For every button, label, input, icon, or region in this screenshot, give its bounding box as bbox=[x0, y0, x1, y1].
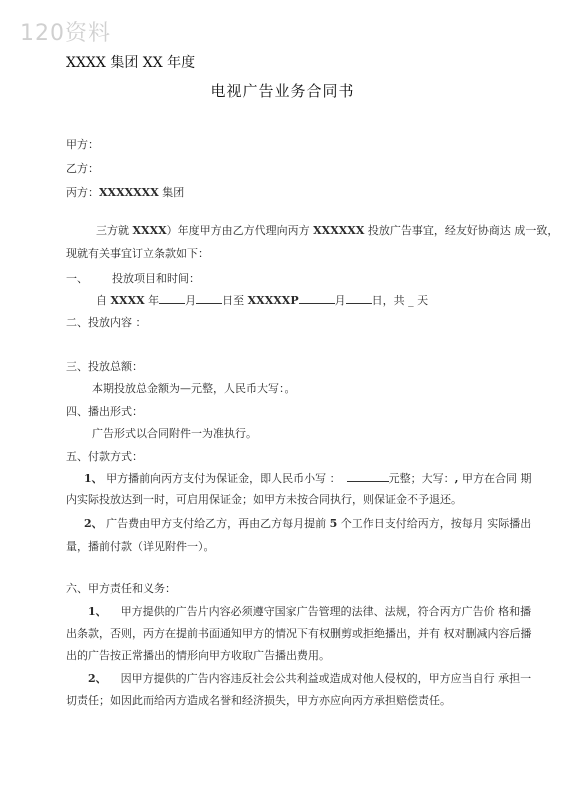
item-number: 2、 bbox=[88, 672, 107, 685]
section-4-body: 广告形式以合同附件一为准执行。 bbox=[92, 427, 257, 440]
section-6-item-2-line-1 bbox=[88, 670, 531, 686]
section-6-item-1-line-3: 出的广告按正常播出的情形向甲方收取广告播出费用。 bbox=[66, 649, 330, 662]
section-1-heading bbox=[66, 270, 200, 286]
item-text: 个工作日支付给丙方，按每月 实际播出 bbox=[337, 517, 532, 530]
section-title: 投放项目和时间： bbox=[112, 272, 200, 285]
item-text: 甲方在合同 期 bbox=[458, 472, 532, 485]
preamble-text: ）年度甲方由乙方代理向丙方 bbox=[166, 224, 314, 237]
section-6-item-2-line-2: 切责任；如因此而给丙方造成名誉和经济损失，甲方亦应向丙方承担赔偿责任。 bbox=[66, 694, 451, 707]
header-group-year: XXXX 集团 XX 年度 bbox=[66, 55, 196, 71]
section-5-item-1-line-1 bbox=[84, 470, 532, 486]
section-6-heading: 六、甲方责任和义务： bbox=[66, 582, 176, 595]
period-text: 自 bbox=[96, 294, 111, 307]
party-a-label: 甲方： bbox=[66, 138, 99, 151]
blank-line bbox=[159, 293, 185, 304]
period-end-year: XXXXXP bbox=[247, 294, 299, 307]
item-days: 5 bbox=[329, 517, 338, 530]
section-5-item-2-line-1 bbox=[84, 515, 531, 531]
document-title: 电视广告业务合同书 bbox=[210, 82, 355, 100]
party-c-line bbox=[66, 184, 184, 200]
section-1-period-line bbox=[96, 292, 428, 308]
period-text: 月 bbox=[185, 294, 197, 307]
section-number: 一、 bbox=[66, 272, 88, 285]
item-text: 甲方播前向丙方支付为保证金，即人民币小写 ： bbox=[102, 472, 341, 485]
period-start-year: XXXX bbox=[110, 294, 145, 307]
blank-line bbox=[299, 293, 335, 304]
party-c-label: 丙方： bbox=[66, 186, 99, 199]
item-text: 元整；大写： bbox=[388, 472, 455, 485]
watermark: 120资料 bbox=[20, 21, 111, 46]
blank-line bbox=[346, 293, 372, 304]
preamble-text: 投放广告事宜，经友好协商达 成一致， bbox=[364, 224, 559, 237]
item-text: , bbox=[454, 472, 459, 485]
blank-line bbox=[196, 293, 222, 304]
period-text: 日，共 _ 天 bbox=[371, 294, 429, 307]
party-b-label: 乙方： bbox=[66, 162, 99, 175]
section-3-heading: 三、投放总额： bbox=[66, 360, 143, 373]
section-6-item-1-line-1 bbox=[88, 603, 531, 619]
section-5-item-2-line-2: 量，播前付款（详见附件一）。 bbox=[66, 540, 215, 553]
preamble-year: XXXX bbox=[132, 224, 167, 237]
item-text: 因甲方提供的广告内容违反社会公共利益或造成对他人侵权的，甲方应当自行 承担一 bbox=[120, 672, 532, 685]
period-text: 日至 bbox=[222, 294, 248, 307]
party-c-value: XXXXXXX bbox=[99, 186, 159, 199]
section-5-heading: 五、付款方式： bbox=[66, 450, 143, 463]
section-4-heading: 四、播出形式： bbox=[66, 405, 143, 418]
preamble-party: XXXXXX bbox=[313, 224, 365, 237]
section-3-body: 本期投放总金额为—元整，人民币大写：。 bbox=[92, 382, 296, 395]
item-number: 1、 bbox=[84, 472, 103, 485]
preamble-line-1 bbox=[96, 222, 558, 238]
preamble-text: 三方就 bbox=[96, 224, 133, 237]
section-2-heading: 二、投放内容 ： bbox=[66, 316, 147, 329]
section-6-item-1-line-2: 出条款，否则，丙方在提前书面通知甲方的情况下有权删剪或拒绝播出，并有 权对删减内容后播 bbox=[66, 627, 532, 640]
period-text: 年 bbox=[144, 294, 160, 307]
item-number: 1、 bbox=[88, 605, 107, 618]
period-text: 月 bbox=[334, 294, 346, 307]
party-c-suffix: 集团 bbox=[158, 186, 185, 199]
item-text: 广告费由甲方支付给乙方，再由乙方每月提前 bbox=[102, 517, 330, 530]
preamble-line-2: 现就有关事宜订立条款如下： bbox=[66, 247, 209, 260]
section-5-item-1-line-2: 内实际投放达到一时，可启用保证金；如甲方未按合同执行，则保证金不予退还。 bbox=[66, 493, 462, 506]
item-text: 甲方提供的广告片内容必须遵守国家广告管理的法律、法规，符合丙方广告价 格和播 bbox=[120, 605, 532, 618]
blank-line bbox=[347, 471, 389, 482]
item-number: 2、 bbox=[84, 517, 103, 530]
